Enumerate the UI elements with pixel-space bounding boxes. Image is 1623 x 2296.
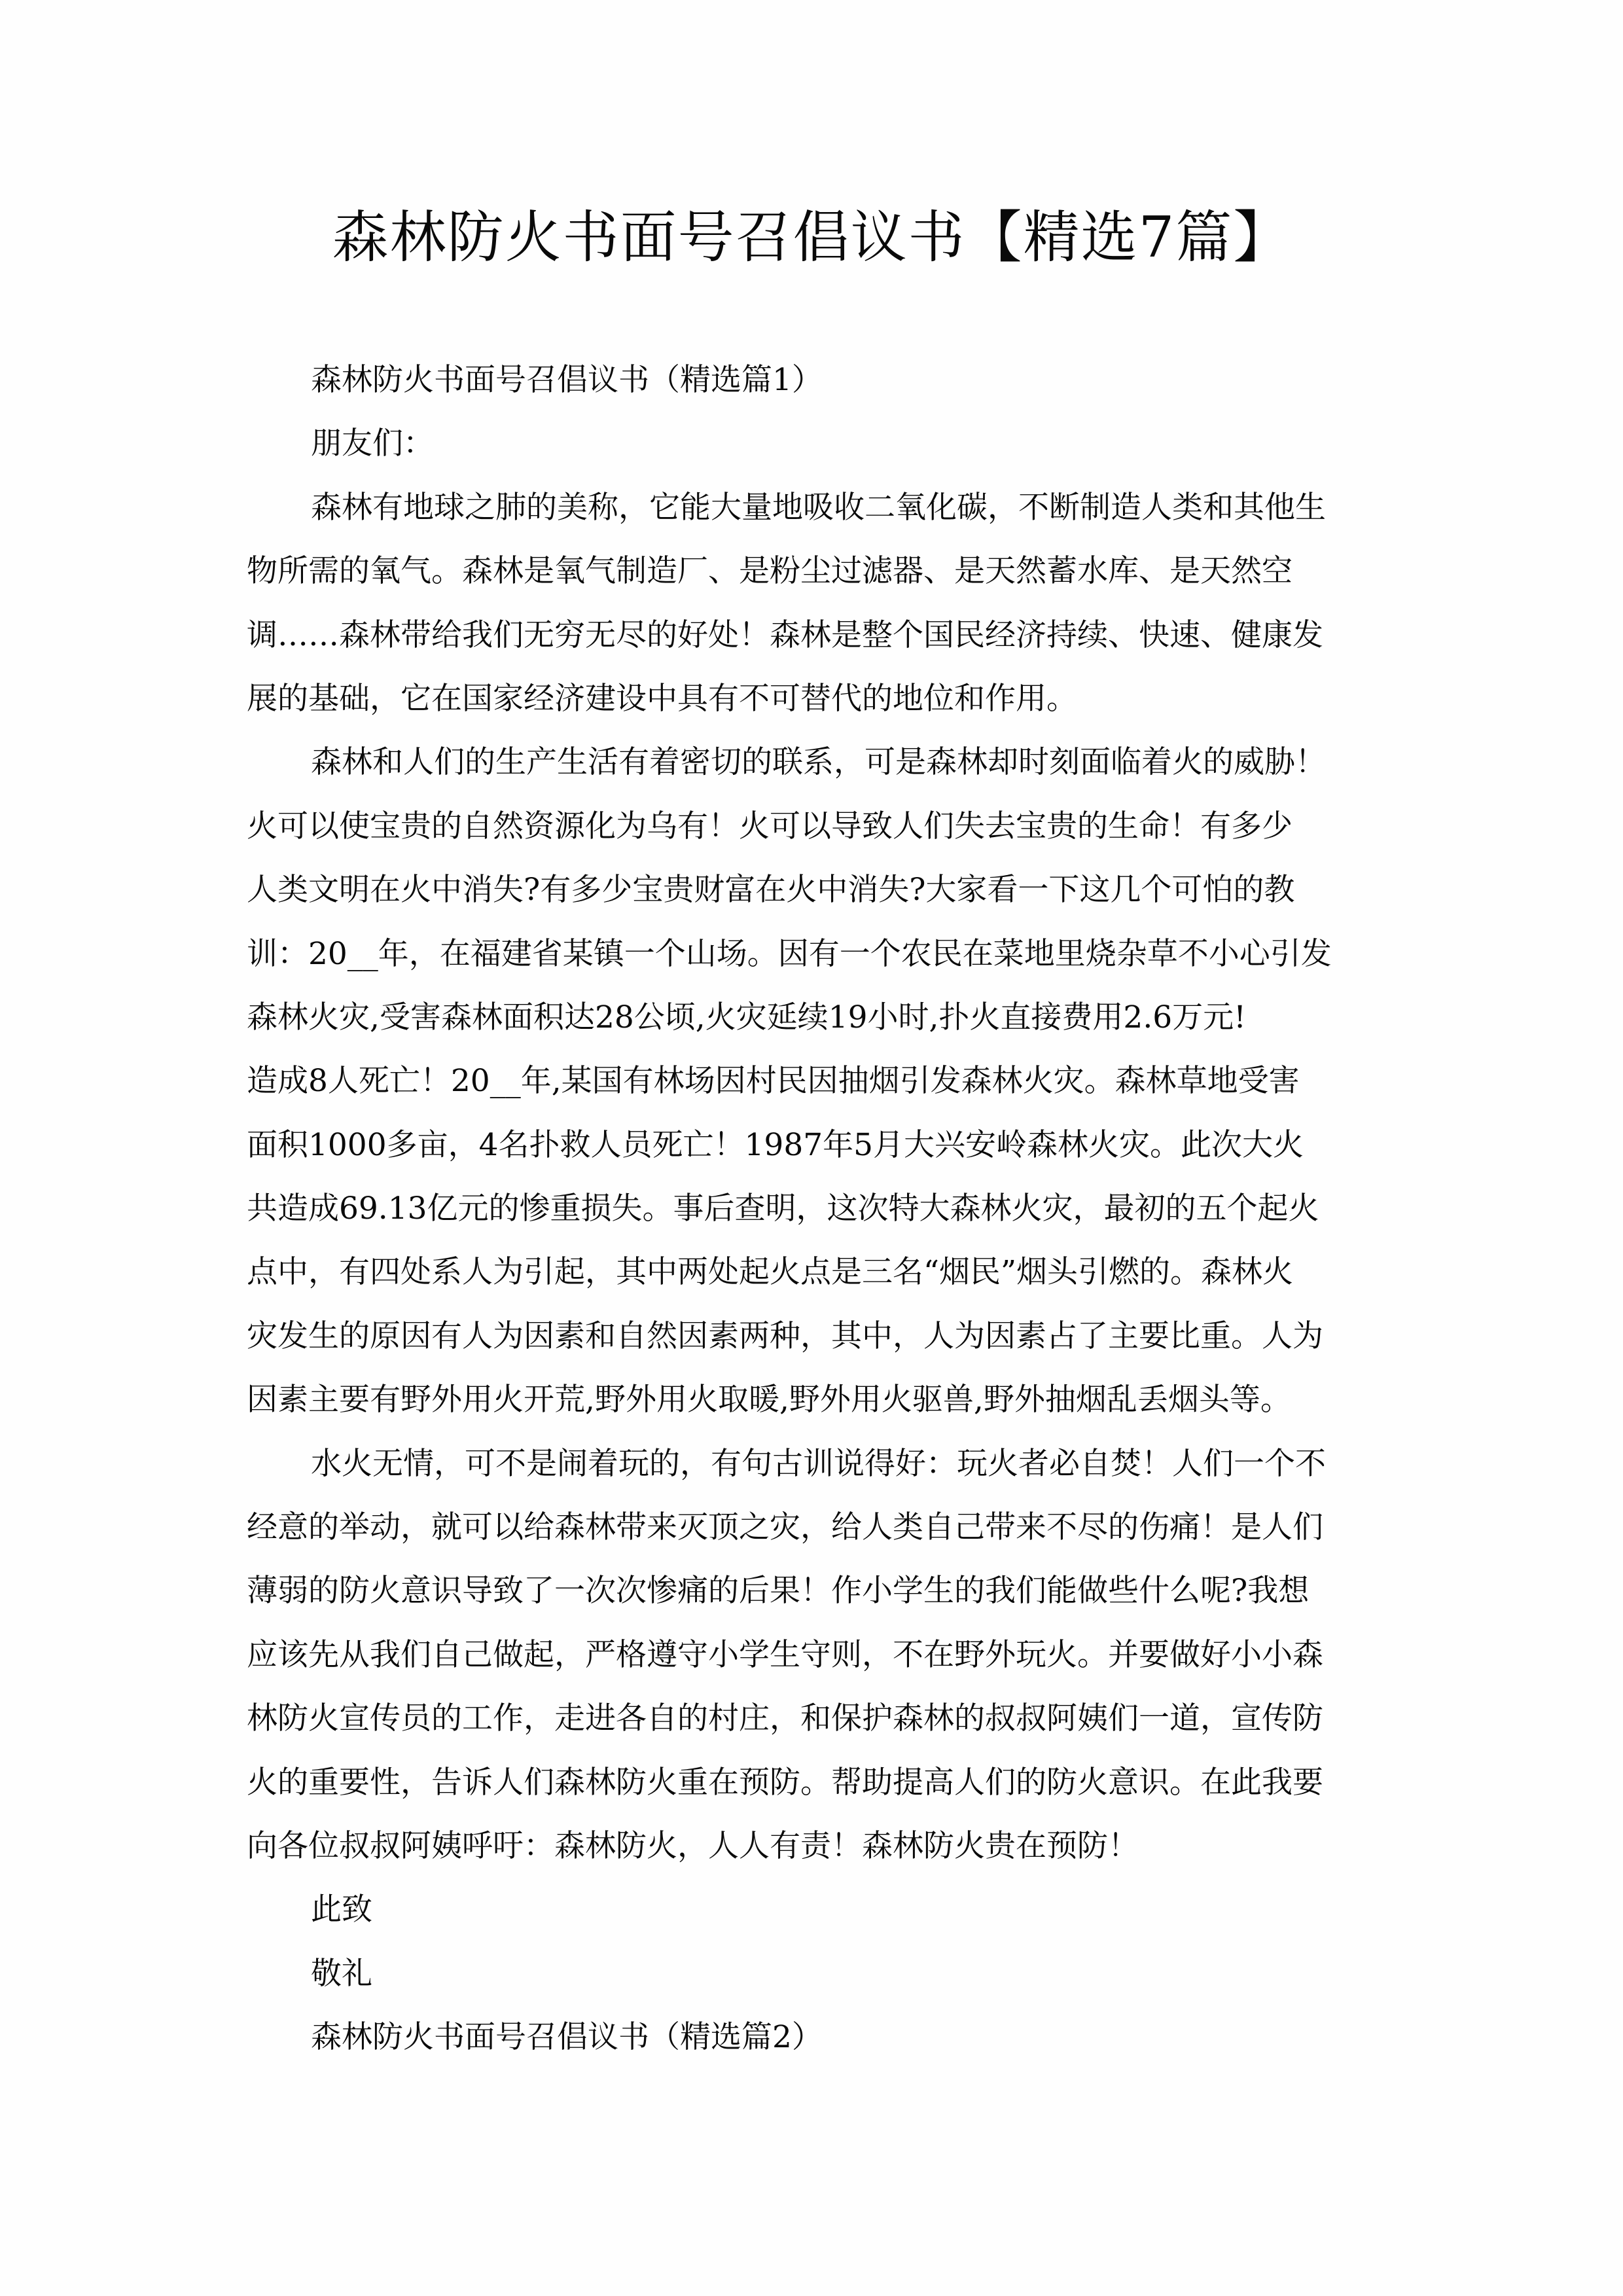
paragraph-2-line: 森林和人们的生产生活有着密切的联系，可是森林却时刻面临着火的威胁！ <box>311 744 1326 781</box>
closing-salute: 敬礼 <box>311 1955 372 1992</box>
document-title: 森林防火书面号召倡议书【精选7篇】 <box>332 205 1291 270</box>
paragraph-2-line: 共造成69.13亿元的惨重损失。事后查明，这次特大森林火灾，最初的五个起火 <box>247 1191 1319 1227</box>
paragraph-3-line: 火的重要性，告诉人们森林防火重在预防。帮助提高人们的防火意识。在此我要 <box>247 1764 1323 1801</box>
section-heading-2: 森林防火书面号召倡议书（精选篇2） <box>311 2019 823 2056</box>
paragraph-3-line: 水火无情，可不是闹着玩的，有句古训说得好：玩火者必自焚！人们一个不 <box>311 1445 1326 1482</box>
paragraph-2-line: 人类文明在火中消失?有多少宝贵财富在火中消失?大家看一下这几个可怕的教 <box>247 872 1295 908</box>
section-heading-1: 森林防火书面号召倡议书（精选篇1） <box>311 362 823 398</box>
paragraph-1-line: 调……森林带给我们无穷无尽的好处！森林是整个国民经济持续、快速、健康发 <box>247 617 1323 653</box>
paragraph-3-line: 应该先从我们自己做起，严格遵守小学生守则，不在野外玩火。并要做好小小森 <box>247 1636 1323 1673</box>
paragraph-2-line: 造成8人死亡！20__年,某国有林场因村民因抽烟引发森林火灾。森林草地受害 <box>247 1063 1300 1100</box>
document-body <box>247 348 1379 2070</box>
paragraph-2-line: 点中，有四处系人为引起，其中两处起火点是三名“烟民”烟头引燃的。森林火 <box>247 1254 1294 1291</box>
paragraph-1-line: 森林有地球之肺的美称，它能大量地吸收二氧化碳，不断制造人类和其他生 <box>311 489 1326 526</box>
paragraph-2-line: 灾发生的原因有人为因素和自然因素两种，其中，人为因素占了主要比重。人为 <box>247 1318 1323 1354</box>
paragraph-3-line: 薄弱的防火意识导致了一次次惨痛的后果！作小学生的我们能做些什么呢?我想 <box>247 1573 1310 1609</box>
closing-line: 此致 <box>311 1892 372 1928</box>
paragraph-3-line: 经意的举动，就可以给森林带来灭顶之灾，给人类自己带来不尽的伤痛！是人们 <box>247 1509 1323 1546</box>
paragraph-1-line: 物所需的氧气。森林是氧气制造厂、是粉尘过滤器、是天然蓄水库、是天然空 <box>247 553 1293 590</box>
paragraph-2-line: 火可以使宝贵的自然资源化为乌有！火可以导致人们失去宝贵的生命！有多少 <box>247 808 1293 844</box>
paragraph-3-line: 林防火宣传员的工作，走进各自的村庄，和保护森林的叔叔阿姨们一道，宣传防 <box>247 1700 1323 1737</box>
paragraph-1-line: 展的基础，它在国家经济建设中具有不可替代的地位和作用。 <box>247 680 1077 717</box>
paragraph-3-line: 向各位叔叔阿姨呼吁：森林防火，人人有责！森林防火贵在预防！ <box>247 1827 1139 1864</box>
paragraph-2-line: 训：20__年，在福建省某镇一个山场。因有一个农民在菜地里烧杂草不小心引发 <box>247 935 1332 972</box>
paragraph-2-line: 面积1000多亩，4名扑救人员死亡！1987年5月大兴安岭森林火灾。此次大火 <box>247 1126 1304 1163</box>
paragraph-2-line: 因素主要有野外用火开荒,野外用火取暖,野外用火驱兽,野外抽烟乱丢烟头等。 <box>247 1382 1291 1418</box>
paragraph-2-line: 森林火灾,受害森林面积达28公顷,火灾延续19小时,扑火直接费用2.6万元! <box>247 999 1247 1035</box>
salutation: 朋友们： <box>311 425 434 462</box>
